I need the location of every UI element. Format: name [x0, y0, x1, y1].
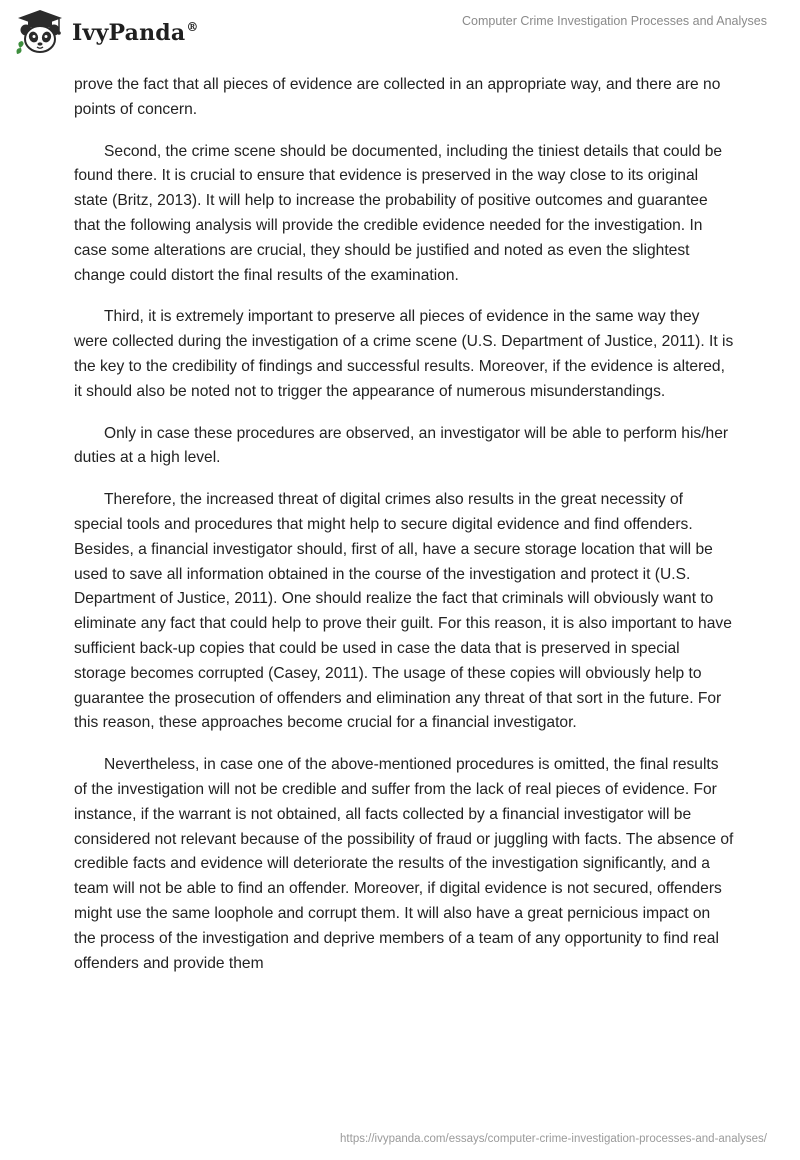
paragraph: Nevertheless, in case one of the above-mentioned procedures is omitted, the final results of the investigation will not be credible and suffer from the lack of real pieces of evidence. For instance, if the warrant is not obtained, all facts collected by a financial investigator will be considered not relevant because of the possibility of fraud or juggling with facts. The absence of credible facts and evidence will deteriorate the results of the investigation significantly, and a team will not be able to find an offender. Moreover, if digital evidence is not secured, offenders might use the same loophole and corrupt them. It will also have a great pernicious impact on the process of the investigation and deprive members of a team of any opportunity to find real offenders and provide them: [74, 756, 734, 972]
logo-text: IvyPanda: [72, 20, 186, 46]
paragraph: Only in case these procedures are observed, an investigator will be able to perform his/her duties at a high level.: [74, 424, 729, 467]
ivypanda-logo[interactable]: [14, 8, 199, 56]
page-header: [0, 0, 800, 66]
paragraph: Second, the crime scene should be documented, including the tiniest details that could be found there. It is crucial to ensure that evidence is preserved in the way close to its original state (Britz, 2013). It will help to increase the probability of positive outcomes and guarantee that the following analysis will provide the credible evidence needed for the investigation. In case some alterations are crucial, they should be justified and noted as even the slightest change could distort the final results of the examination.: [74, 142, 723, 284]
document-title: Computer Crime Investigation Processes and Analyses: [461, 14, 767, 28]
paragraph: prove the fact that all pieces of evidence are collected in an appropriate way, and there are no points of concern.: [74, 76, 721, 118]
registered-mark: ®: [186, 20, 199, 34]
logo-wordmark: [72, 20, 199, 46]
source-url[interactable]: https://ivypanda.com/essays/computer-crime-investigation-processes-and-analyses/: [340, 1133, 767, 1145]
panda-graduate-icon: [14, 8, 66, 56]
essay-body: [74, 73, 734, 993]
paragraph: Therefore, the increased threat of digital crimes also results in the great necessity of special tools and procedures that might help to secure digital evidence and find offenders. Besides, a financial investigator should, first of all, have a secure storage location that will be used to save all information obtained in the course of the investigation and protect it (U.S. Department of Justice, 2011). One should realize the fact that criminals will obviously want to eliminate any fact that could help to prove their guilt. For this reason, it is also important to have sufficient back-up copies that could be used in case the data that is preserved in special storage becomes corrupted (Casey, 2011). The usage of these copies will obviously help to guarantee the prosecution of offenders and elimination any threat of that sort in the future. For this reason, these approaches become crucial for a financial investigator.: [74, 491, 732, 732]
paragraph: Third, it is extremely important to preserve all pieces of evidence in the same way they were collected during the investigation of a crime scene (U.S. Department of Justice, 2011). It is the key to the credibility of findings and successful results. Moreover, if the evidence is altered, it should also be noted not to trigger the appearance of numerous misunderstandings.: [74, 308, 734, 400]
